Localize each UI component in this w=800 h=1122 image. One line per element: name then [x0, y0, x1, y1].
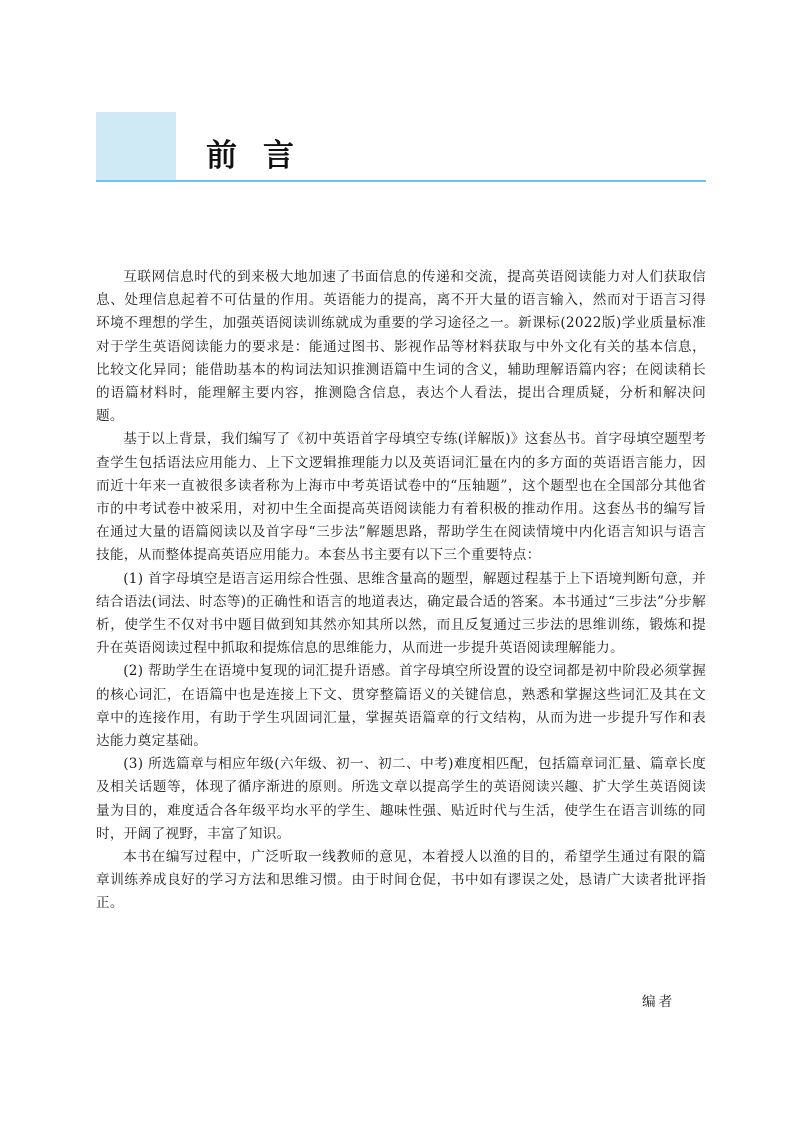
- header-underline: [96, 180, 706, 182]
- paragraph-intro: 互联网信息时代的到来极大地加速了书面信息的传递和交流，提高英语阅读能力对人们获取信息、处理信息起着不可估量的作用。英语能力的提高，离不开大量的语言输入，然而对于语言习得环境不理想的学生，加强英语阅读训练就成为重要的学习途径之一。新课标(2022版)学业质量标准对于学生英语阅读能力的要求是：能通过图书、影视作品等材料获取与中外文化有关的基本信息，比较文化异同；能借助基本的构词法知识推测语篇中生词的含义，辅助理解语篇内容；在阅读稍长的语篇材料时，能理解主要内容，推测隐含信息，表达个人看法，提出合理质疑，分析和解决问题。: [96, 269, 706, 425]
- paragraph-feature-3: (3) 所选篇章与相应年级(六年级、初一、初二、中考)难度相匹配，包括篇章词汇量、篇章长度及相关话题等，体现了循序渐进的原则。所选文章以提高学生的英语阅读兴趣、扩大学生英语阅读量为目的，难度适合各年级平均水平的学生、趣味性强、贴近时代与生活，使学生在语言训练的同时，开阔了视野，丰富了知识。: [96, 756, 706, 842]
- header-accent-block: [96, 112, 176, 180]
- preface-body: [96, 266, 706, 916]
- page-title: 前言: [206, 138, 320, 174]
- author-signature: 编者: [642, 994, 676, 1010]
- paragraph-feature-1: (1) 首字母填空是语言运用综合性强、思维含量高的题型，解题过程基于上下语境判断句意，并结合语法(词法、时态等)的正确性和语言的地道表达，确定最合适的答案。本书通过“三步法”分步解析，使学生不仅对书中题目做到知其然亦知其所以然，而且反复通过三步法的思维训练，锻炼和提升在英语阅读过程中抓取和提炼信息的思维能力，从而进一步提升英语阅读理解能力。: [96, 570, 706, 657]
- paragraph-background: 基于以上背景，我们编写了《初中英语首字母填空专练(详解版)》这套丛书。首字母填空题型考查学生包括语法应用能力、上下文逻辑推理能力以及英语词汇量在内的多方面的英语语言能力，因而近十年来一直被很多读者称为上海市中考英语试卷中的“压轴题”，这个题型也在全国部分其他省市的中考试卷中被采用，对初中生全面提高英语阅读能力有着积极的推动作用。这套丛书的编写旨在通过大量的语篇阅读以及首字母“三步法”解题思路，帮助学生在阅读情境中内化语言知识与语言技能，从而整体提高英语应用能力。本套丛书主要有以下三个重要特点：: [96, 431, 706, 564]
- paragraph-closing: 本书在编写过程中，广泛听取一线教师的意见，本着授人以渔的目的，希望学生通过有限的篇章训练养成良好的学习方法和思维习惯。由于时间仓促，书中如有谬误之处，恳请广大读者批评指正。: [96, 849, 706, 912]
- paragraph-feature-2: (2) 帮助学生在语境中复现的词汇提升语感。首字母填空所设置的设空词都是初中阶段必须掌握的核心词汇，在语篇中也是连接上下文、贯穿整篇语义的关键信息，熟悉和掌握这些词汇及其在文章中的连接作用，有助于学生巩固词汇量，掌握英语篇章的行文结构，从而为进一步提升写作和表达能力奠定基础。: [96, 663, 706, 750]
